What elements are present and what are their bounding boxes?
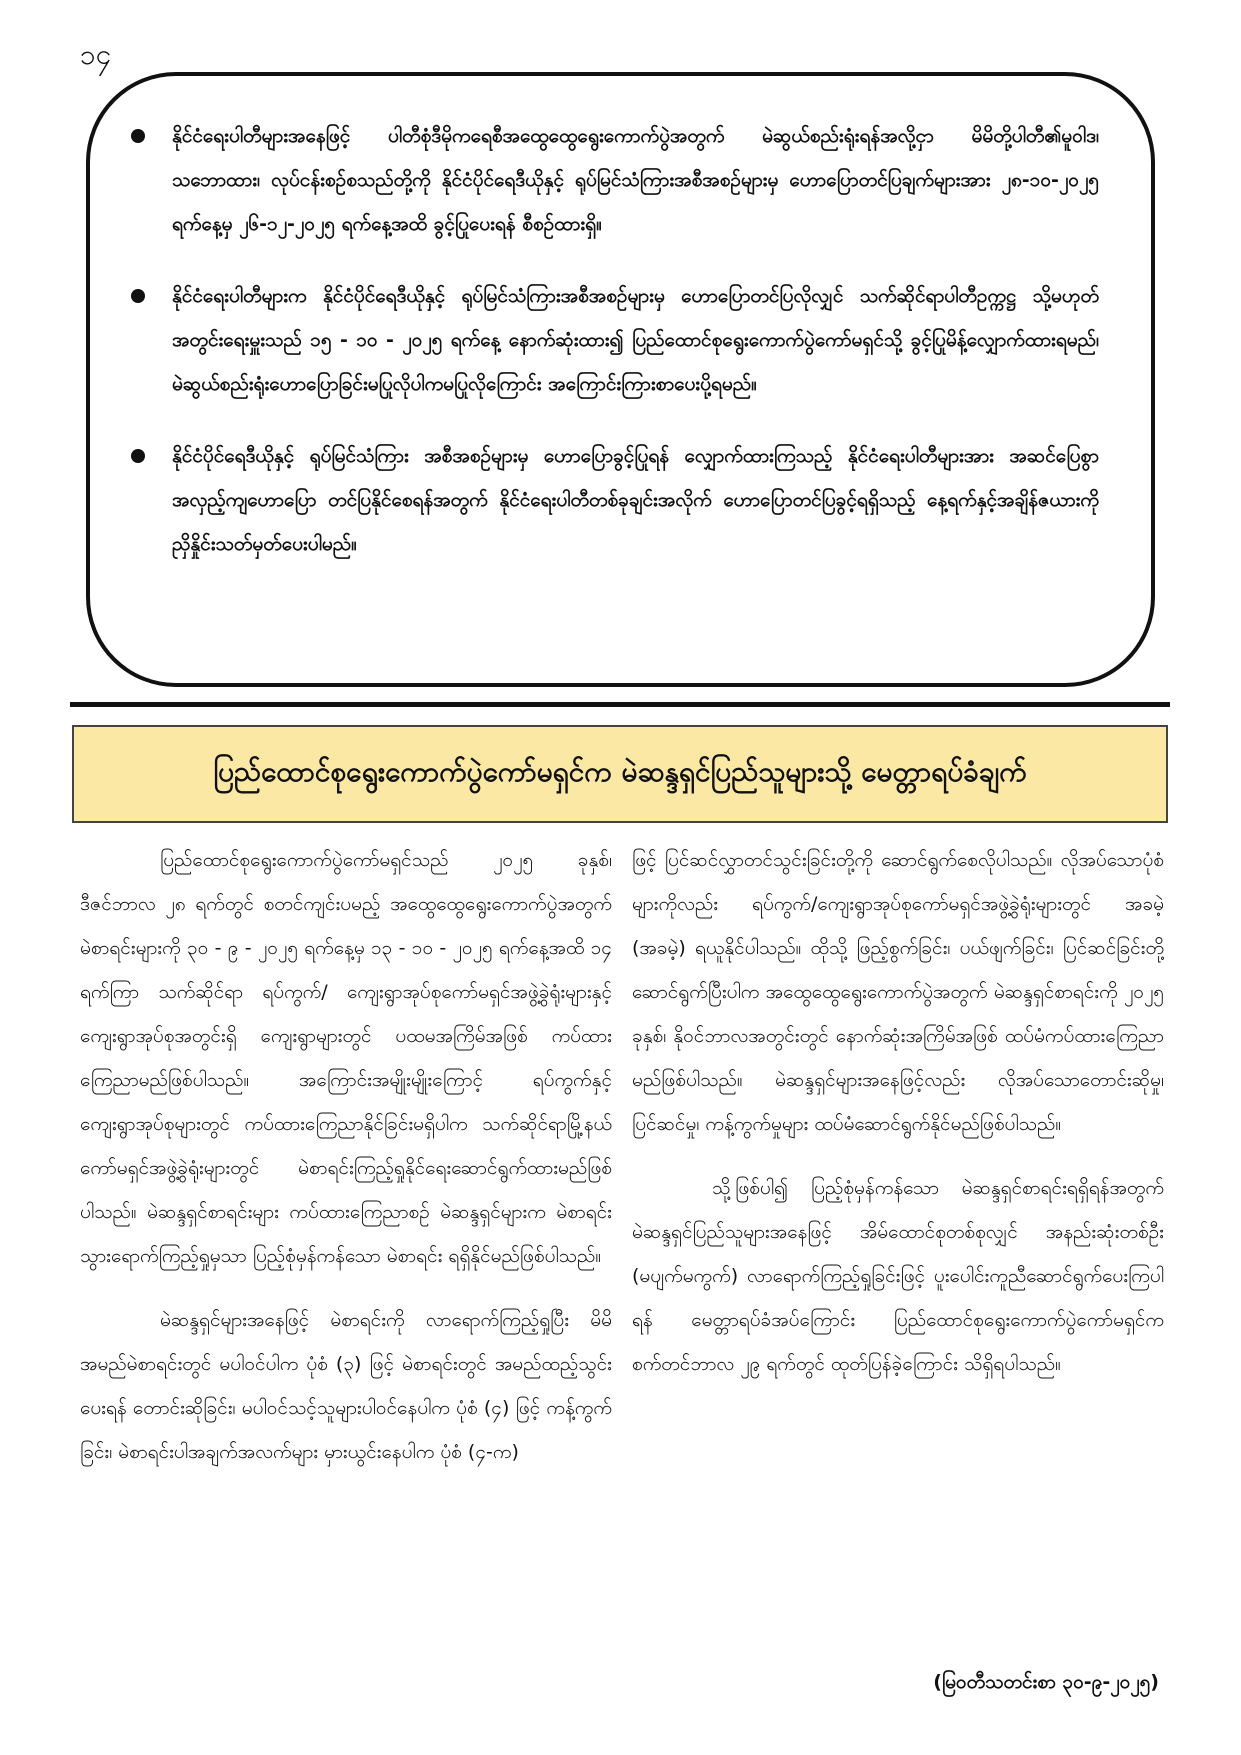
- page-number: ၁၄: [80, 38, 112, 71]
- notice-bullet-text: နိုင်ငံရေးပါတီများက နိုင်ငံပိုင်ရေဒီယိုနှင့် ရုပ်မြင်သံကြားအစီအစဉ်များမှ ဟောပြောတင်ပြလိုလျှင် သက်ဆိုင်ရာပါတီဥက္ကဋ္ဌ သို့မဟုတ် အတွင်းရေးမှူးသည် ၁၅ - ၁၀ - ၂၀၂၅ ရက်နေ့ နောက်ဆုံးထား၍ ပြည်ထောင်စုရွေးကောက်ပွဲကော်မရှင်သို့ ခွင့်ပြုမိန့်လျှောက်ထားရမည်၊ မဲဆွယ်စည်းရုံးဟောပြောခြင်းမပြုလိုပါကမပြုလိုကြောင်း အကြောင်းကြားစာပေးပို့ရမည်။: [172, 285, 1099, 395]
- bullet-dot-icon: [131, 449, 145, 463]
- article-headline: ပြည်ထောင်စုရွေးကောက်ပွဲကော်မရှင်က မဲဆန္ဒရှင်ပြည်သူများသို့ မေတ္တာရပ်ခံချက်: [213, 755, 1027, 788]
- bullet-dot-icon: [131, 129, 145, 143]
- section-divider: [70, 702, 1170, 707]
- article-paragraph: ဖြင့် ပြင်ဆင်လွှာတင်သွင်းခြင်းတို့ကို ဆောင်ရွက်စေလိုပါသည်။ လိုအပ်သောပုံစံများကိုလည်း ရပ်ကွက်/ကျေးရွာအုပ်စုကော်မရှင်အဖွဲ့ခွဲရုံးများတွင် အခမဲ့ (အခမဲ့) ရယူနိုင်ပါသည်။ ထိုသို့ ဖြည့်စွက်ခြင်း၊ ပယ်ဖျက်ခြင်း၊ ပြင်ဆင်ခြင်းတို့ ဆောင်ရွက်ပြီးပါက အထွေထွေရွေးကောက်ပွဲအတွက် မဲဆန္ဒရှင်စာရင်းကို ၂၀၂၅ ခုနှစ်၊ နိုဝင်ဘာလအတွင်းတွင် နောက်ဆုံးအကြိမ်အဖြစ် ထပ်မံကပ်ထားကြေညာမည်ဖြစ်ပါသည်။ မဲဆန္ဒရှင်များအနေဖြင့်လည်း လိုအပ်သောတောင်းဆိုမှု၊ ပြင်ဆင်မှု၊ ကန့်ကွက်မှုများ ထပ်မံဆောင်ရွက်နိုင်မည်ဖြစ်ပါသည်။: [632, 849, 1164, 1135]
- notice-bullet-3: [128, 434, 1099, 566]
- notice-bullet-text: နိုင်ငံရေးပါတီများအနေဖြင့် ပါတီစုံဒီမိုကရေစီအထွေထွေရွေးကောက်ပွဲအတွက် မဲဆွယ်စည်းရုံးရန်အလို့ငှာ မိမိတို့ပါတီ၏မူဝါဒ၊ သဘောထား၊ လုပ်ငန်းစဉ်စသည်တို့ကို နိုင်ငံပိုင်ရေဒီယိုနှင့် ရုပ်မြင်သံကြားအစီအစဉ်များမှ ဟောပြောတင်ပြချက်များအား ၂၈-၁၀-၂၀၂၅ ရက်နေ့မှ ၂၆-၁၂-၂၀၂၅ ရက်နေ့အထိ ခွင့်ပြုပေးရန် စီစဉ်ထားရှိ။: [172, 125, 1099, 235]
- article-paragraph: ပြည်ထောင်စုရွေးကောက်ပွဲကော်မရှင်သည် ၂၀၂၅ ခုနှစ်၊ ဒီဇင်ဘာလ ၂၈ ရက်တွင် စတင်ကျင်းပမည့် အထွေထွေရွေးကောက်ပွဲအတွက် မဲစာရင်းများကို ၃၀ - ၉ - ၂၀၂၅ ရက်နေ့မှ ၁၃ - ၁၀ - ၂၀၂၅ ရက်နေ့အထိ ၁၄ ရက်ကြာ သက်ဆိုင်ရာ ရပ်ကွက်/ ကျေးရွာအုပ်စုကော်မရှင်အဖွဲ့ခွဲရုံးများနှင့် ကျေးရွာအုပ်စုအတွင်းရှိ ကျေးရွာများတွင် ပထမအကြိမ်အဖြစ် ကပ်ထားကြေညာမည်ဖြစ်ပါသည်။ အကြောင်းအမျိုးမျိုးကြောင့် ရပ်ကွက်နှင့် ကျေးရွာအုပ်စုများတွင် ကပ်ထားကြေညာနိုင်ခြင်းမရှိပါက သက်ဆိုင်ရာမြို့နယ် ကော်မရှင်အဖွဲ့ခွဲရုံးများတွင် မဲစာရင်းကြည့်ရှုနိုင်ရေးဆောင်ရွက်ထားမည်ဖြစ်ပါသည်။ မဲဆန္ဒရှင်စာရင်းများ ကပ်ထားကြေညာစဉ် မဲဆန္ဒရှင်များက မဲစာရင်းသွားရောက်ကြည့်ရှုမှသာ ပြည့်စုံမှန်ကန်သော မဲစာရင်း ရရှိနိုင်မည်ဖြစ်ပါသည်။: [80, 849, 612, 1267]
- notice-bullet-1: [128, 114, 1099, 246]
- article-column-left: [80, 838, 612, 1474]
- article-paragraph: မဲဆန္ဒရှင်များအနေဖြင့် မဲစာရင်းကို လာရောက်ကြည့်ရှုပြီး မိမိအမည်မဲစာရင်းတွင် မပါဝင်ပါက ပုံစံ (၃) ဖြင့် မဲစာရင်းတွင် အမည်ထည့်သွင်းပေးရန် တောင်းဆိုခြင်း၊ မပါဝင်သင့်သူများပါဝင်နေပါက ပုံစံ (၄) ဖြင့် ကန့်ကွက်ခြင်း၊ မဲစာရင်းပါအချက်အလက်များ မှားယွင်းနေပါက ပုံစံ (၄-က): [80, 1309, 612, 1463]
- article-column-right: [632, 838, 1164, 1386]
- article-source: (မြဝတီသတင်းစာ ၃၀-၉-၂၀၂၅): [933, 1671, 1159, 1693]
- bullet-dot-icon: [131, 289, 145, 303]
- notice-bullet-2: [128, 274, 1099, 406]
- notice-bullet-text: နိုင်ငံပိုင်ရေဒီယိုနှင့် ရုပ်မြင်သံကြား အစီအစဉ်များမှ ဟောပြောခွင့်ပြုရန် လျှောက်ထားကြသည့် နိုင်ငံရေးပါတီများအား အဆင်ပြေစွာ အလှည့်ကျဟောပြော တင်ပြနိုင်စေရန်အတွက် နိုင်ငံရေးပါတီတစ်ခုချင်းအလိုက် ဟောပြောတင်ပြခွင့်ရရှိသည့် နေ့ရက်နှင့်အချိန်ဇယားကို ညှိနှိုင်းသတ်မှတ်ပေးပါမည်။: [172, 445, 1099, 555]
- notice-box: [86, 72, 1155, 687]
- article-paragraph: သို့ဖြစ်ပါ၍ ပြည့်စုံမှန်ကန်သော မဲဆန္ဒရှင်စာရင်းရရှိရန်အတွက် မဲဆန္ဒရှင်ပြည်သူများအနေဖြင့် အိမ်ထောင်စုတစ်စုလျှင် အနည်းဆုံးတစ်ဦး (မပျက်မကွက်) လာရောက်ကြည့်ရှုခြင်းဖြင့် ပူးပေါင်းကူညီဆောင်ရွက်ပေးကြပါရန် မေတ္တာရပ်ခံအပ်ကြောင်း ပြည်ထောင်စုရွေးကောက်ပွဲကော်မရှင်က စက်တင်ဘာလ ၂၉ ရက်တွင် ထုတ်ပြန်ခဲ့ကြောင်း သိရှိရပါသည်။: [632, 1177, 1164, 1375]
- article-headline-bar: [72, 725, 1168, 823]
